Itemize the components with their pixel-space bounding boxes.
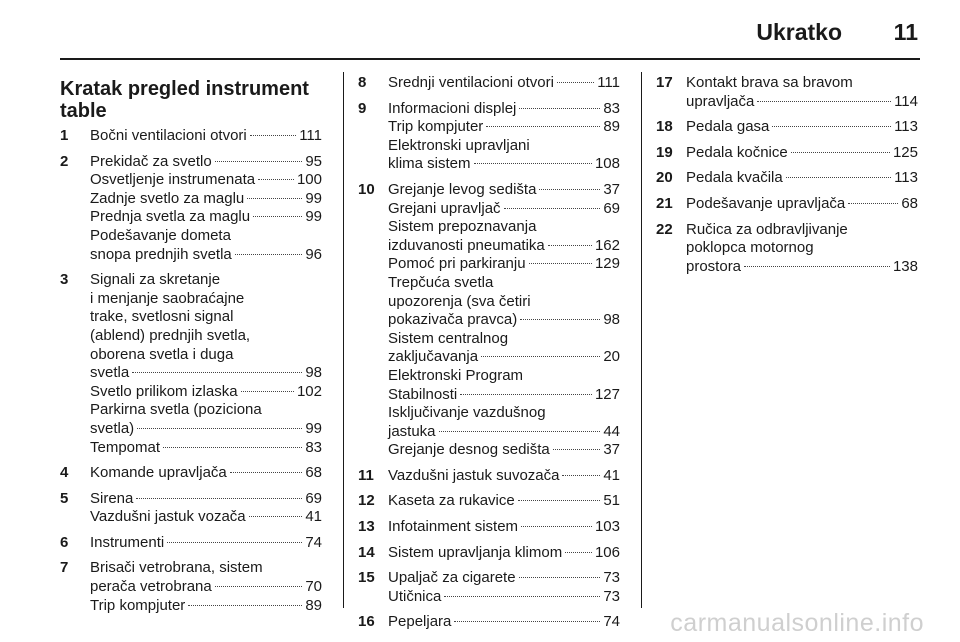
entry-number: 8 [358,74,367,91]
dot-leader [562,475,600,476]
entry-text: Elektronski Program [388,366,524,384]
index-entry [60,490,322,527]
page-reference: 37 [603,441,620,459]
entry-text: jastuka [388,422,436,440]
entry-text: Bočni ventilacioni otvori [90,127,247,144]
entry-line [90,559,322,578]
entry-number: 16 [358,613,375,631]
entry-text: Vazdušni jastuk suvozača [388,466,560,484]
entry-text: zaključavanja [388,348,479,366]
dot-leader [529,263,592,264]
entry-line [388,218,620,237]
entry-text: Informacioni displej [388,99,517,117]
entry-line [90,171,322,190]
page-reference: 125 [892,143,918,161]
index-entry [358,181,620,460]
entry-line [388,423,620,442]
entry-text: Utičnica [388,587,442,605]
entry-number: 15 [358,569,375,587]
entry-line [90,383,322,402]
page-reference: 83 [603,99,620,117]
index-entry [60,127,322,146]
page-reference: 99 [305,208,322,226]
entry-text: Sistem centralnog [388,329,509,347]
entry-text: Pedala kvačila [686,169,783,187]
entry-number: 11 [358,466,374,484]
page-reference: 37 [603,180,620,198]
page-reference: 89 [603,118,620,136]
index-entry [60,464,322,483]
page-reference: 102 [296,382,322,400]
page-reference: 138 [892,257,918,275]
entry-line [388,200,620,219]
entry-line [388,404,620,423]
index-entry [656,195,918,214]
page-reference: 106 [594,543,620,561]
index-entry [358,544,620,563]
entry-text: upozorenja (sva četiri [388,292,531,310]
entry-line [388,330,620,349]
index-entry [358,613,620,632]
page-reference: 44 [603,422,620,440]
entry-text: Sistem upravljanja klimom [388,543,563,561]
entry-text: Vazdušni jastuk vozača [90,508,246,526]
page-reference: 129 [594,255,620,273]
entry-line [388,311,620,330]
entry-text: Stabilnosti [388,385,458,403]
entry-text: Grejanje desnog sedišta [388,441,550,459]
entry-text: svetla [90,364,130,382]
page-reference: 108 [594,155,620,173]
entry-line [686,144,918,163]
entry-text: izduvanosti pneumatika [388,236,545,254]
entry-number: 18 [656,118,673,136]
page-reference: 111 [299,127,322,144]
entry-line [90,308,322,327]
column-2 [358,74,620,639]
entry-line [686,93,918,112]
entry-text: Trepčuća svetla [388,273,494,291]
page-reference: 73 [603,569,620,587]
entry-text: prostora [686,257,742,275]
entry-text: Infotainment sistem [388,518,519,536]
page-reference: 95 [305,152,322,170]
dot-leader [439,431,601,432]
entry-line [686,258,918,277]
dot-leader [786,177,891,178]
dot-leader [539,189,600,190]
dot-leader [548,245,592,246]
page-reference: 98 [305,364,322,382]
dot-leader [215,161,303,162]
entry-text: svetla) [90,419,135,437]
page-reference: 99 [305,189,322,207]
watermark: carmanualsonline.info [670,609,924,637]
dot-leader [188,605,302,606]
dot-leader [137,428,302,429]
index-entry [358,467,620,486]
dot-leader [521,526,592,527]
dot-leader [249,516,303,517]
index-entry [656,144,918,163]
dot-leader [444,596,600,597]
page-reference: 68 [305,464,322,482]
dot-leader [772,126,891,127]
entry-line [388,118,620,137]
entry-line [90,227,322,246]
page-reference: 113 [894,169,918,187]
entry-line [90,271,322,290]
entry-number: 14 [358,543,375,561]
entry-text: poklopca motornog [686,239,814,257]
entry-number: 17 [656,74,673,91]
dot-leader [258,179,294,180]
entry-line [388,100,620,119]
entry-line [388,386,620,405]
entry-line [90,597,322,616]
entry-text: Srednji ventilacioni otvori [388,74,554,91]
entry-text: perača vetrobrana [90,578,212,596]
dot-leader [247,198,302,199]
entry-text: (ablend) prednjih svetla, [90,326,251,344]
page-reference: 89 [305,596,322,614]
page-reference: 127 [594,385,620,403]
dot-leader [474,163,592,164]
entry-text: Parkirna svetla (poziciona [90,401,262,419]
entry-number: 7 [60,559,69,577]
page-reference: 41 [603,466,620,484]
entry-line [686,239,918,258]
entry-line [388,155,620,174]
dot-leader [132,372,302,373]
page-reference: 100 [296,171,322,189]
entry-line [90,490,322,509]
page-reference: 70 [305,578,322,596]
dot-leader [519,108,600,109]
entry-line [388,441,620,460]
entry-number: 19 [656,143,673,161]
entry-line [388,274,620,293]
page-reference: 69 [305,489,322,507]
entry-line [90,534,322,553]
dot-leader [163,447,302,448]
entry-line [90,290,322,309]
entry-number: 20 [656,169,673,187]
entry-text: Prekidač za svetlo [90,152,212,170]
entry-number: 13 [358,518,375,536]
dot-leader [167,542,302,543]
entry-text: Isključivanje vazdušnog [388,404,546,422]
entry-line [90,508,322,527]
entry-line [388,544,620,563]
entry-line [90,153,322,172]
page-reference: 73 [603,587,620,605]
entry-line [388,588,620,607]
entry-number: 10 [358,180,375,198]
dot-leader [791,152,890,153]
entry-number: 4 [60,464,69,482]
entry-text: Grejanje levog sedišta [388,180,537,198]
column-divider [343,72,344,608]
entry-text: Signali za skretanje [90,271,221,289]
page-reference: 20 [603,348,620,366]
page-reference: 111 [597,74,620,91]
entry-text: Osvetljenje instrumenata [90,171,256,189]
entry-line [90,364,322,383]
page-reference: 114 [894,92,918,110]
page-reference: 74 [603,613,620,631]
dot-leader [481,356,600,357]
dot-leader [454,621,600,622]
page-reference: 83 [305,438,322,456]
entry-text: trake, svetlosni signal [90,308,234,326]
dot-leader [520,319,600,320]
entry-number: 21 [656,194,673,212]
entry-number: 3 [60,271,69,289]
dot-leader [565,552,592,553]
entry-line [388,74,620,93]
page-reference: 41 [305,508,322,526]
entry-text: oborena svetla i duga [90,345,234,363]
entry-text: Podešavanje dometa [90,226,231,244]
entry-number: 1 [60,127,69,144]
chapter-title: Ukratko [756,19,842,45]
page-reference: 103 [594,518,620,536]
index-entry [656,118,918,137]
dot-leader [519,577,601,578]
dot-leader [553,449,601,450]
entry-text: Grejani upravljač [388,199,501,217]
entry-line [388,492,620,511]
dot-leader [757,101,891,102]
index-entry [656,169,918,188]
entry-line [90,346,322,365]
page-reference: 69 [603,199,620,217]
entry-line [388,613,620,632]
page-reference: 68 [901,194,918,212]
entry-text: klima sistem [388,155,471,173]
entry-line [686,221,918,240]
entry-line [90,401,322,420]
entry-line [388,255,620,274]
dot-leader [241,391,294,392]
entry-text: Sistem prepoznavanja [388,218,537,236]
entry-line [388,367,620,386]
page-reference: 96 [305,245,322,263]
entry-line [388,137,620,156]
entry-text: upravljača [686,92,755,110]
page-reference: 74 [305,533,322,551]
entry-line [686,74,918,93]
column-divider [641,72,642,608]
entry-text: Elektronski upravljani [388,136,530,154]
entry-line [388,467,620,486]
entry-number: 5 [60,489,69,507]
entry-text: Pepeljara [388,613,452,631]
entry-text: Podešavanje upravljača [686,194,846,212]
index-entry [60,534,322,553]
entry-text: Tempomat [90,438,161,456]
entry-line [686,195,918,214]
dot-leader [557,82,594,83]
entry-text: Komande upravljača [90,464,227,482]
entry-text: Zadnje svetlo za maglu [90,189,245,207]
index-entry [60,153,322,265]
entry-line [90,578,322,597]
page-reference: 98 [603,311,620,329]
entry-number: 9 [358,99,367,117]
entry-line [90,127,322,146]
index-entry [656,74,918,111]
index-entry [60,271,322,457]
index-entry [60,559,322,615]
column-3 [656,74,918,283]
entry-text: Brisači vetrobrana, sistem [90,559,263,577]
entry-line [388,237,620,256]
dot-leader [848,203,898,204]
dot-leader [504,208,601,209]
dot-leader [744,266,890,267]
entry-text: Sirena [90,489,134,507]
entry-text: i menjanje saobraćajne [90,289,245,307]
dot-leader [250,135,296,136]
entry-line [90,190,322,209]
entry-number: 12 [358,492,375,510]
entry-line [388,348,620,367]
index-entry [358,74,620,93]
dot-leader [253,216,302,217]
entry-text: Prednja svetla za maglu [90,208,251,226]
page-reference: 51 [603,492,620,510]
entry-text: Svetlo prilikom izlaska [90,382,238,400]
entry-line [388,518,620,537]
page-reference: 113 [894,118,918,136]
entry-text: Ručica za odbravljivanje [686,220,848,238]
entry-text: pokazivača pravca) [388,311,518,329]
dot-leader [518,500,601,501]
dot-leader [230,472,303,473]
entry-text: Pedala gasa [686,118,770,136]
dot-leader [460,394,592,395]
entry-text: snopa prednjih svetla [90,245,232,263]
dot-leader [486,126,600,127]
entry-text: Kaseta za rukavice [388,492,515,510]
entry-line [686,169,918,188]
entry-line [388,181,620,200]
entry-line [686,118,918,137]
entry-text: Trip kompjuter [388,118,484,136]
entry-text: Upaljač za cigarete [388,569,516,587]
page-number: 11 [893,19,918,45]
entry-number: 22 [656,220,673,238]
page-reference: 99 [305,419,322,437]
index-entry [358,492,620,511]
dot-leader [235,254,303,255]
index-entry [358,569,620,606]
dot-leader [215,586,303,587]
entry-text: Instrumenti [90,533,165,551]
entry-line [90,420,322,439]
index-entry [358,100,620,174]
section-title: Kratak pregled instrument table [60,78,309,122]
entry-text: Pomoć pri parkiranju [388,255,526,273]
entry-line [90,327,322,346]
entry-number: 2 [60,152,69,170]
entry-line [90,439,322,458]
entry-number: 6 [60,533,69,551]
entry-text: Trip kompjuter [90,596,186,614]
entry-text: Kontakt brava sa bravom [686,74,853,91]
page-header [60,0,920,60]
entry-line [90,246,322,265]
index-entry [358,518,620,537]
entry-text: Pedala kočnice [686,143,788,161]
dot-leader [136,498,302,499]
entry-line [388,293,620,312]
column-1 [60,74,322,622]
index-entry [656,221,918,277]
entry-line [90,464,322,483]
entry-line [388,569,620,588]
page-reference: 162 [594,236,620,254]
entry-line [90,208,322,227]
